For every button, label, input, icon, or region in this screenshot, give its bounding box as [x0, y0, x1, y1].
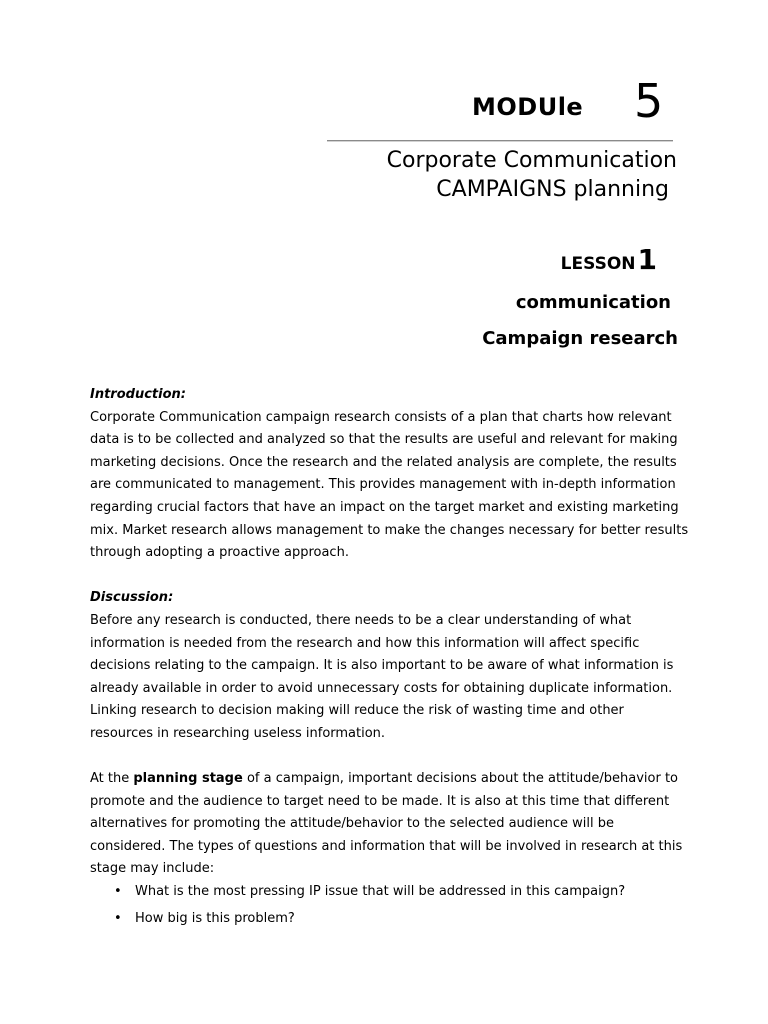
planning-emphasis: planning stage — [133, 771, 243, 787]
list-item — [90, 881, 690, 904]
module-label: MODUle — [472, 93, 584, 121]
paragraph-spacer — [90, 565, 690, 588]
question-list — [90, 881, 690, 930]
planning-prefix: At the — [90, 771, 134, 787]
lesson-subtitle-line-1: communication — [515, 292, 671, 313]
module-title — [257, 146, 677, 204]
lesson-heading — [457, 243, 657, 276]
module-title-line-2: CAMPAIGNS planning — [436, 177, 669, 202]
paragraph-spacer — [90, 746, 690, 769]
introduction-label: Introduction: — [90, 387, 186, 402]
list-item — [90, 908, 690, 931]
discussion-label: Discussion: — [90, 590, 174, 606]
module-title-line-1: Corporate Communication — [386, 148, 677, 173]
body-content — [90, 384, 690, 934]
list-item-text: How big is this problem? — [135, 910, 295, 926]
bullet-icon: • — [114, 884, 122, 900]
lesson-number: 1 — [637, 243, 657, 276]
lesson-label: LESSON — [560, 254, 636, 274]
planning-paragraph — [90, 768, 690, 881]
list-item-text: What is the most pressing IP issue that will be addressed in this campaign? — [135, 884, 626, 900]
module-heading — [472, 74, 682, 128]
module-number: 5 — [634, 74, 664, 128]
bullet-icon: • — [114, 910, 122, 926]
introduction-paragraph: Corporate Communication campaign research consists of a plan that charts how relevant data is to be collected and analyzed so that the results are useful and relevant for making marketing decisions. Once the research and the related analysis are complete, the results are communicated to management. This provides management with in-depth information regarding crucial factors that have an impact on the target market and existing marketing mix. Market research allows management to make the changes necessary for better results through adopting a proactive approach. — [90, 409, 689, 561]
planning-suffix: of a campaign, important decisions about the attitude/behavior to promote and the audience to target need to be made. It is also at this time that different alternatives for promoting the attitude/behavior to the selected audience will be considered. The types of questions and information that will be involved in research at this stage may include: — [90, 771, 683, 877]
discussion-paragraph: Before any research is conducted, there needs to be a clear understanding of what information is needed from the research and how this information will affect specific decisions relating to the campaign. It is also important to be aware of what information is already available in order to avoid unnecessary costs for obtaining duplicate information. Linking research to decision making will reduce the risk of wasting time and other resources in researching useless information. — [90, 612, 674, 741]
lesson-subtitle-line-2: Campaign research — [482, 328, 678, 349]
heading-divider — [327, 140, 673, 142]
